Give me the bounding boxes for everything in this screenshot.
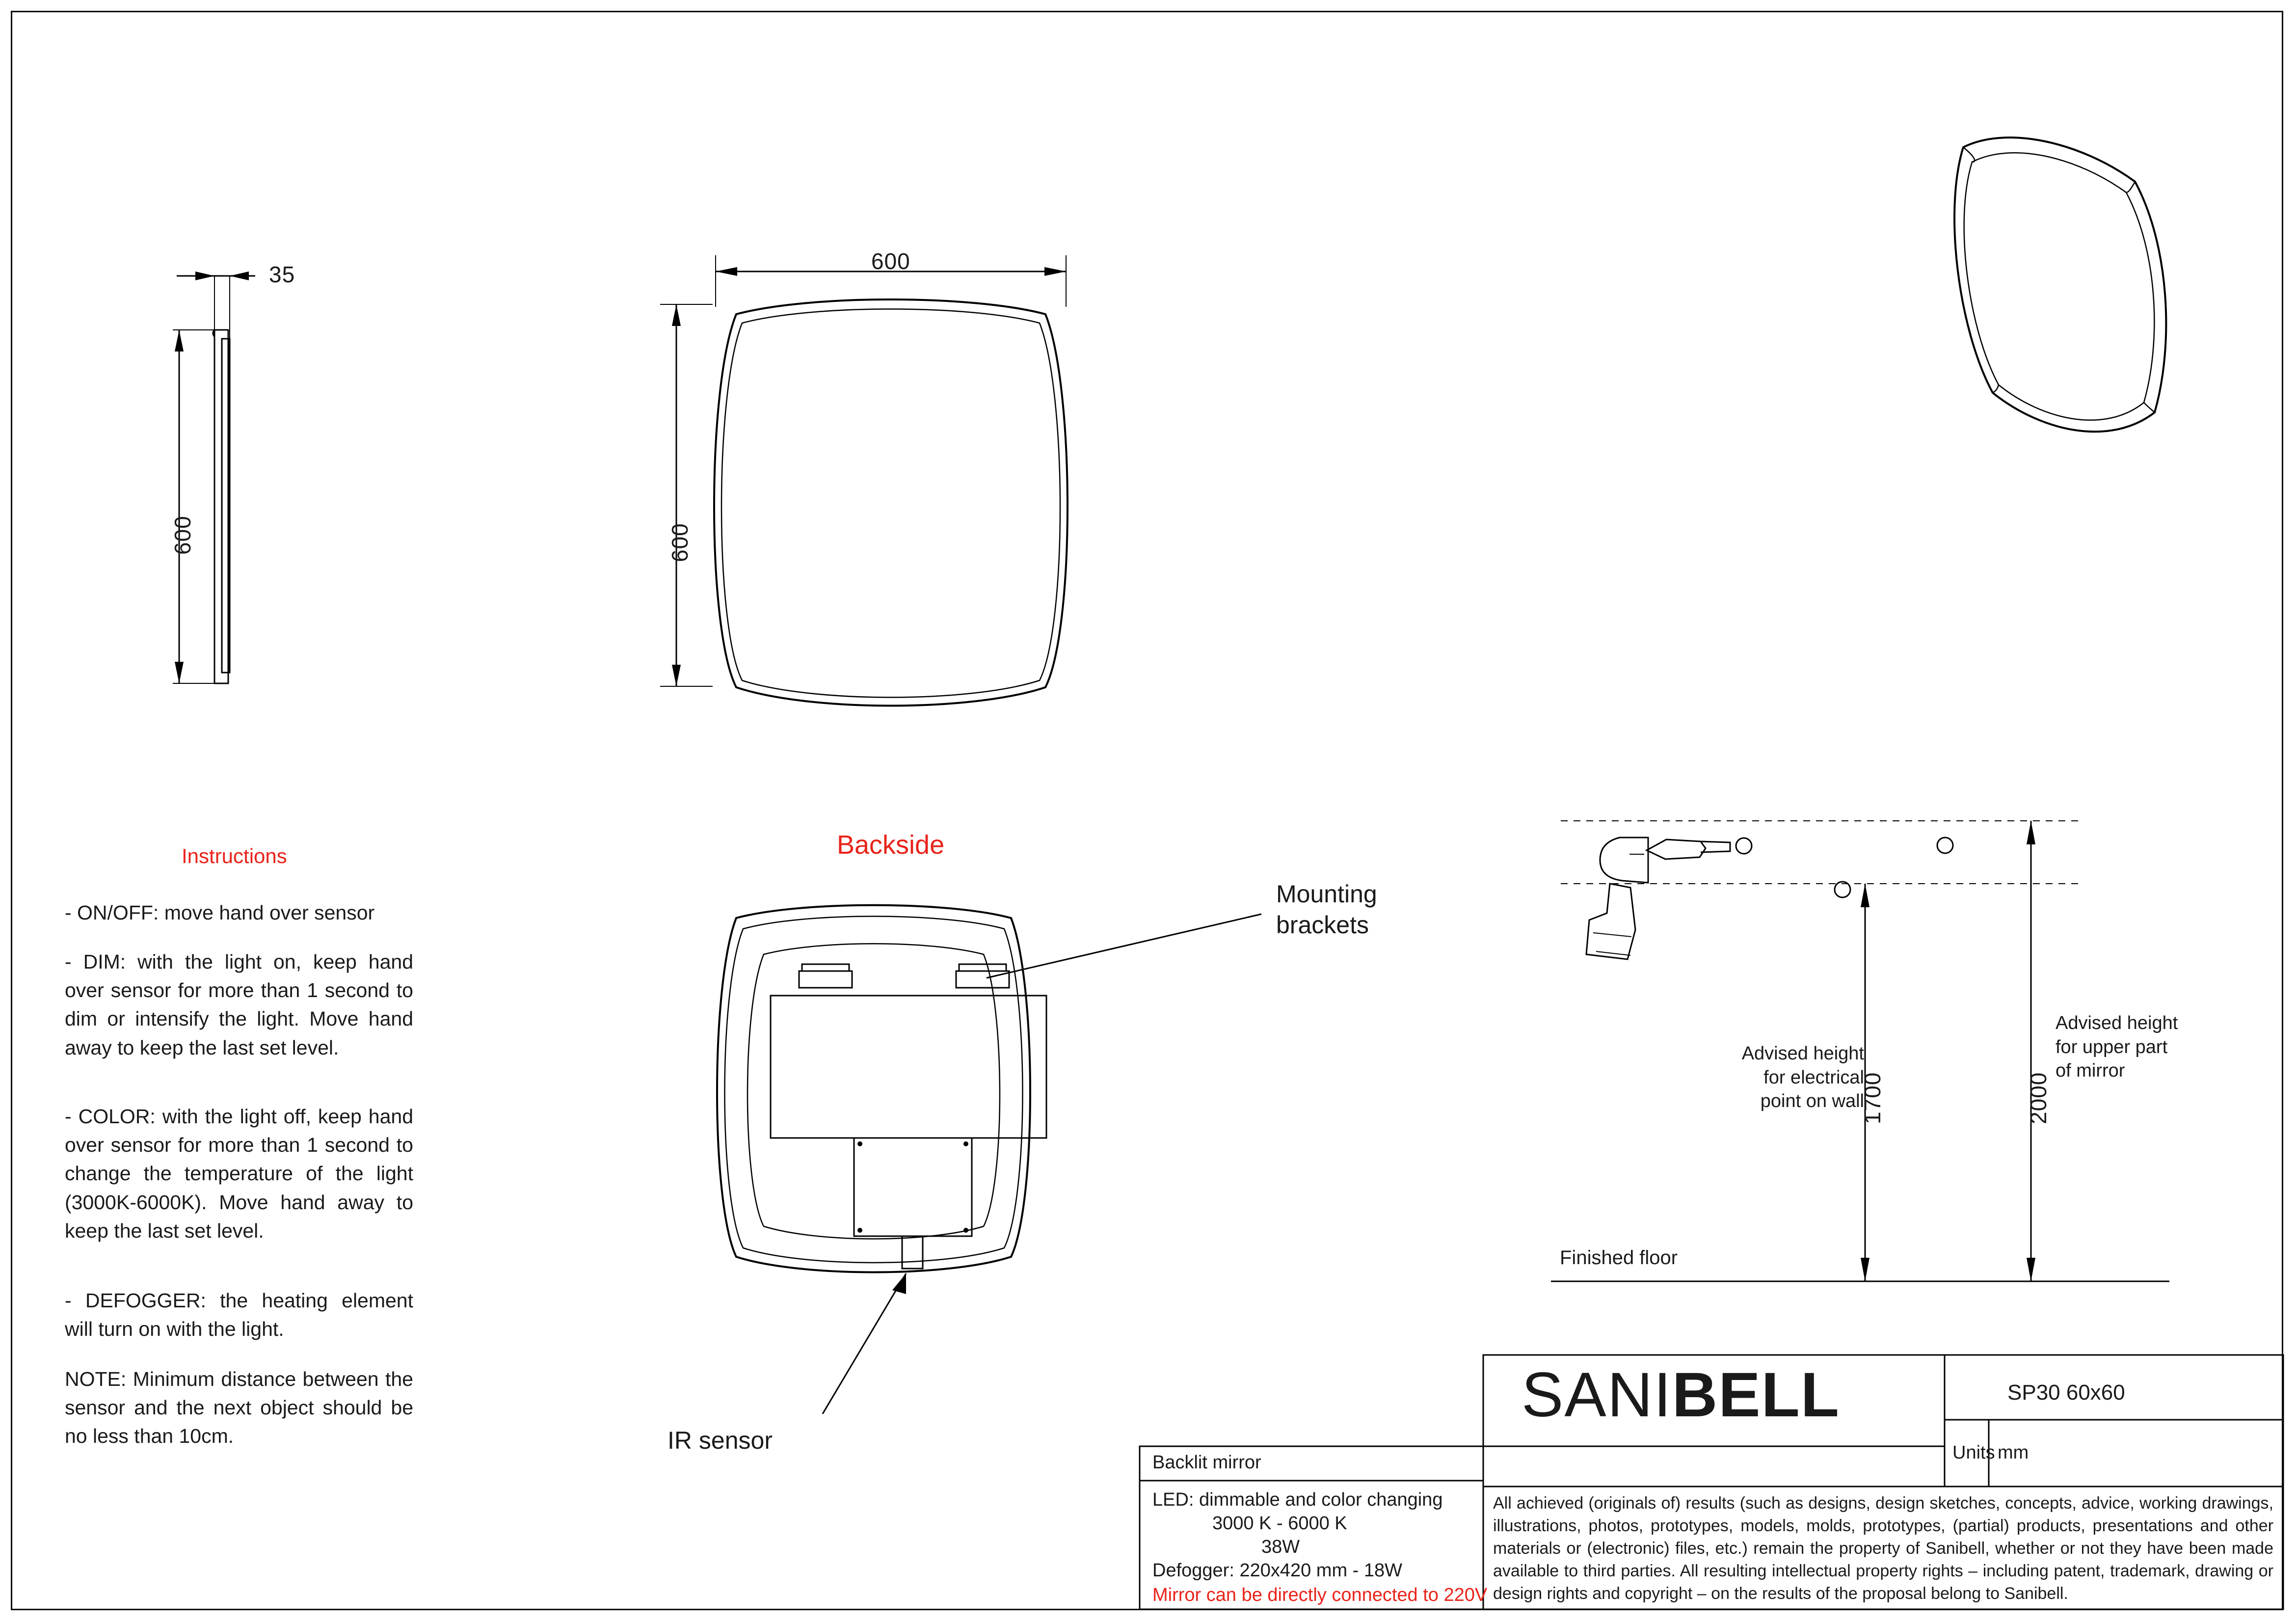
advised-electrical-line2: for electrical — [1763, 1067, 1864, 1088]
mounting-brackets-callout-line2: brackets — [1276, 911, 1369, 939]
side-thickness-label: 35 — [269, 262, 295, 287]
spec-line4: Defogger: 220x420 mm - 18W — [1152, 1560, 1403, 1581]
mounting-brackets-callout-line1: Mounting — [1276, 880, 1377, 908]
instruction-item-color: - COLOR: with the light off, keep hand over sensor for more than 1 second to change the temperature of the light (3000K-6000K). Move hand away to keep the last set level. — [65, 1105, 413, 1242]
instruction-item-dim: - DIM: with the light on, keep hand over sensor for more than 1 second to dim or intensify the light. Move hand away to keep the last set level. — [65, 950, 413, 1059]
spec-line2: 3000 K - 6000 K — [1212, 1513, 1347, 1534]
instruction-item-note: NOTE: Minimum distance between the sensor and the next object should be no less than 10cm. — [65, 1368, 413, 1448]
units-label: Units — [1952, 1442, 1995, 1463]
advised-electrical-value: 1700 — [1860, 1072, 1885, 1124]
instruction-item-onoff: - ON/OFF: move hand over sensor — [65, 901, 375, 924]
advised-mirror-value: 2000 — [2026, 1072, 2051, 1124]
side-height-label: 600 — [170, 515, 195, 555]
advised-electrical-line3: point on wall — [1760, 1091, 1864, 1112]
instructions-title: Instructions — [182, 844, 287, 867]
spec-line1: LED: dimmable and color changing — [1152, 1489, 1443, 1510]
ir-sensor-callout: IR sensor — [667, 1427, 773, 1454]
model-label: SP30 60x60 — [2007, 1380, 2125, 1405]
front-height-label: 600 — [667, 523, 693, 562]
product-type-label: Backlit mirror — [1152, 1452, 1261, 1473]
brand-logo-part1: SANI — [1522, 1360, 1672, 1430]
advised-mirror-line3: of mirror — [2056, 1060, 2125, 1082]
front-width-label: 600 — [871, 248, 910, 274]
legal-text: All achieved (originals of) results (such as designs, design sketches, concepts, advice, working drawings, illustrations, photos, prototypes, models, molds, prototypes, (partial) products, presentations and other materials or (electronic) files, etc.) remain the property of Sanibell, whether or not they have been made available to third parties. All resulting intellectual property rights – including patent, trademark, drawing or design rights and copyright – on the results of the proposal belong to Sanibell. — [1493, 1494, 2273, 1603]
backside-title: Backside — [837, 830, 945, 860]
spec-line3: 38W — [1261, 1537, 1300, 1557]
units-value: mm — [1998, 1442, 2029, 1463]
instruction-item-defogger: - DEFOGGER: the heating element will turn on with the light. — [65, 1289, 413, 1341]
advised-electrical-line1: Advised height — [1741, 1043, 1864, 1064]
advised-mirror-line2: for upper part — [2056, 1036, 2168, 1057]
brand-logo — [1522, 1359, 1840, 1431]
spec-warning: Mirror can be directly connected to 220V — [1152, 1585, 1488, 1605]
brand-logo-part2: BELL — [1672, 1360, 1840, 1430]
finished-floor-label: Finished floor — [1560, 1247, 1678, 1269]
advised-mirror-line1: Advised height — [2056, 1013, 2178, 1033]
